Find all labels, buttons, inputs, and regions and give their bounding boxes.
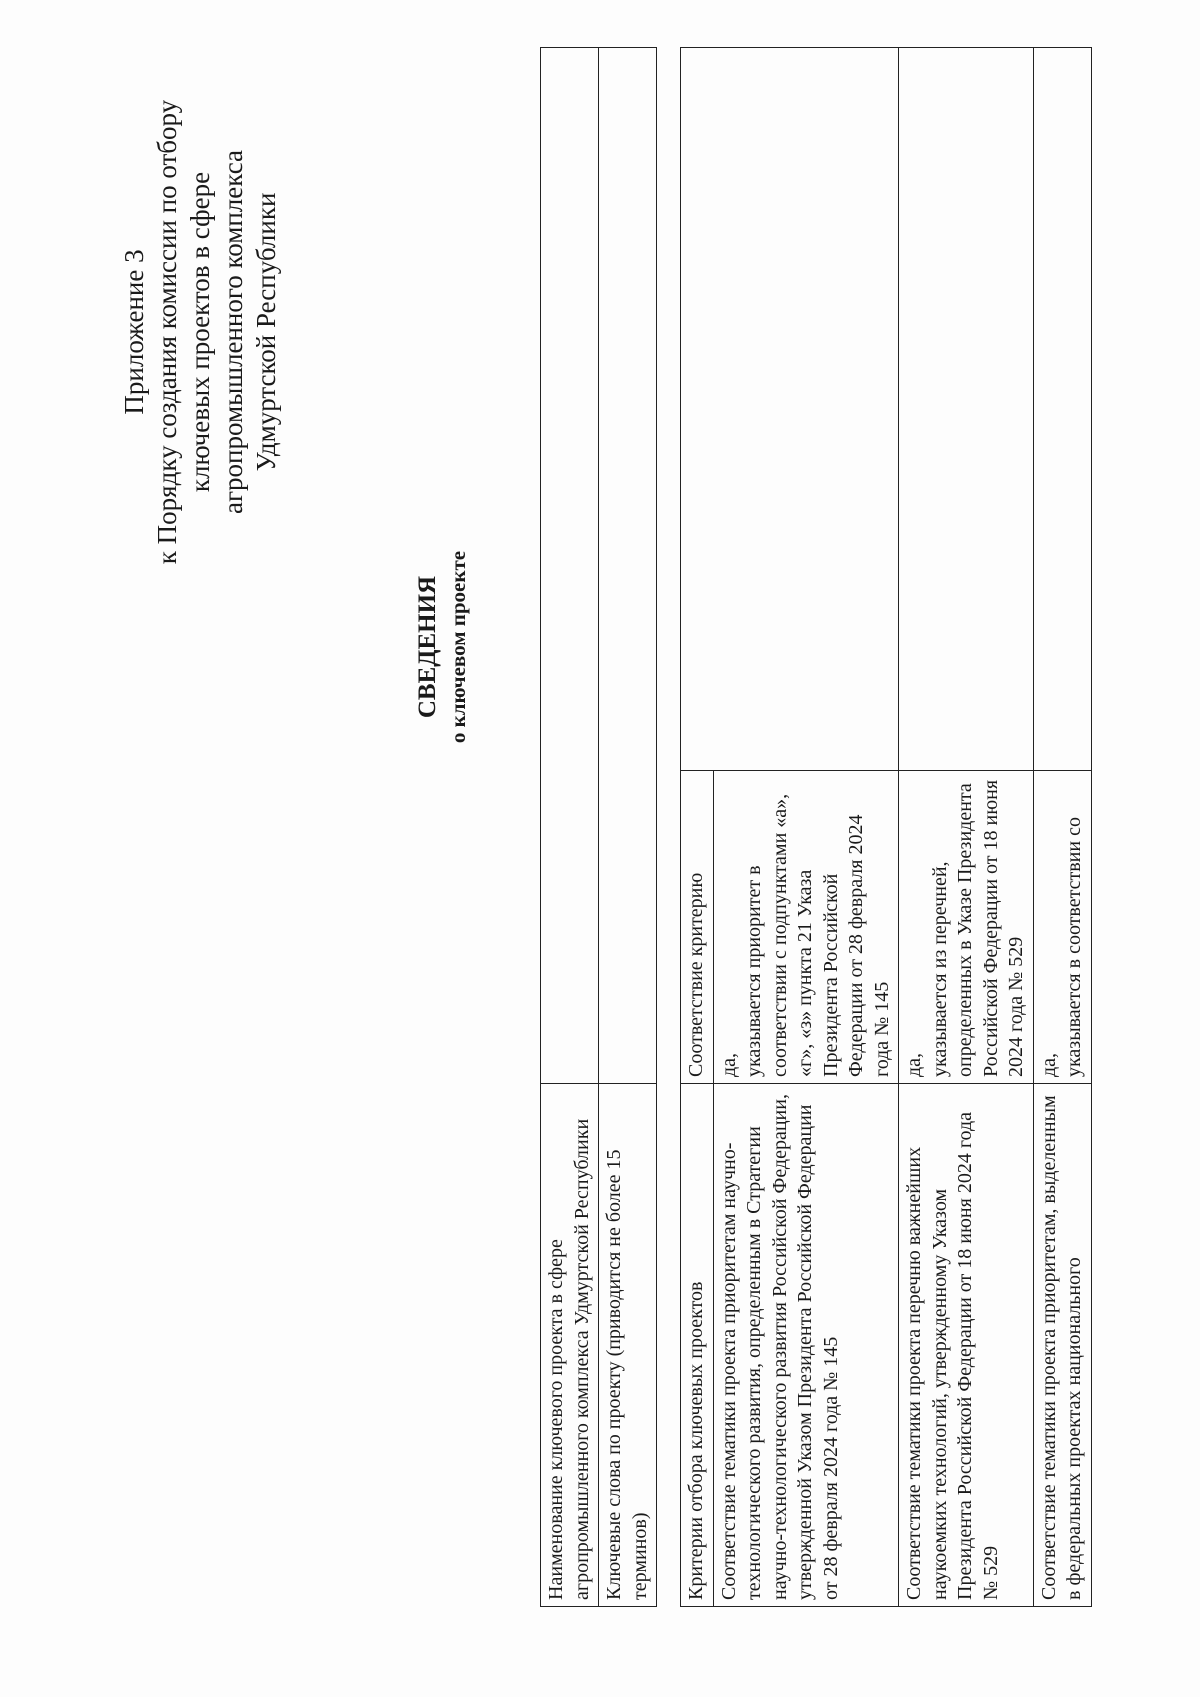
compliance-cell xyxy=(899,771,1034,1084)
compliance-cell xyxy=(1033,771,1091,1084)
extra-cell xyxy=(1033,48,1091,771)
compliance-header: Соответствие критерию xyxy=(681,771,714,1084)
appendix-line: агропромышленного комплекса xyxy=(218,150,248,514)
appendix-line: Приложение 3 xyxy=(119,249,149,415)
project-name-label: Наименование ключевого проекта в сфере агропромышленного комплекса Удмуртской Республики xyxy=(541,1084,599,1607)
appendix-line: ключевых проектов в сфере xyxy=(185,171,215,493)
table-row xyxy=(541,48,599,1607)
criteria-table xyxy=(680,47,1092,1607)
title-sub: о ключевом проекте xyxy=(446,550,470,744)
table-header-row xyxy=(681,48,714,1607)
keywords-value xyxy=(599,48,657,1084)
title-main: СВЕДЕНИЯ xyxy=(414,575,441,719)
compliance-cell xyxy=(713,771,899,1084)
criteria-cell: Соответствие тематики проекта приоритетам научно-технологического развития, определенным в Стратегии научно-технологического развития Российской Федерации, утвержденной Указом Президента Российской Федерации от 28 февраля 2024 года № 145 xyxy=(713,1084,899,1607)
extra-cell xyxy=(899,48,1034,771)
compliance-answer: да, xyxy=(903,1052,925,1077)
criteria-cell: Соответствие тематики проекта приоритетам, выделенным в федеральных проектах национального xyxy=(1033,1084,1091,1607)
compliance-note: указывается приоритет в соответствии с подпунктами «а», «г», «з» пункта 21 Указа Президента Российской Федерации от 28 февраля 2024 года № 145 xyxy=(743,793,893,1077)
project-name-value xyxy=(541,48,599,1084)
table-row xyxy=(1033,48,1091,1607)
compliance-answer: да, xyxy=(1037,1052,1060,1077)
compliance-note: указывается из перечней, определенных в Указе Президента Российской Федерации от 18 июня 2024 года № 529 xyxy=(928,779,1027,1077)
document-title xyxy=(412,297,472,997)
compliance-note: указывается в соответствии со xyxy=(1063,817,1085,1077)
criteria-header: Критерии отбора ключевых проектов xyxy=(681,1084,714,1607)
project-info-table xyxy=(540,47,657,1607)
appendix-line: Удмуртской Республики xyxy=(251,192,281,472)
table-row xyxy=(899,48,1034,1607)
criteria-cell: Соответствие тематики проекта перечню важнейших наукоемких технологий, утвержденному Указом Президента Российской Федерации от 18 июня 2024 года № 529 xyxy=(899,1084,1034,1607)
appendix-header xyxy=(118,52,283,612)
appendix-line: к Порядку создания комиссии по отбору xyxy=(152,99,182,565)
keywords-label: Ключевые слова по проекту (приводится не более 15 терминов) xyxy=(599,1084,657,1607)
table-row xyxy=(599,48,657,1607)
extra-cell xyxy=(681,48,899,771)
compliance-answer: да, xyxy=(717,1052,740,1077)
